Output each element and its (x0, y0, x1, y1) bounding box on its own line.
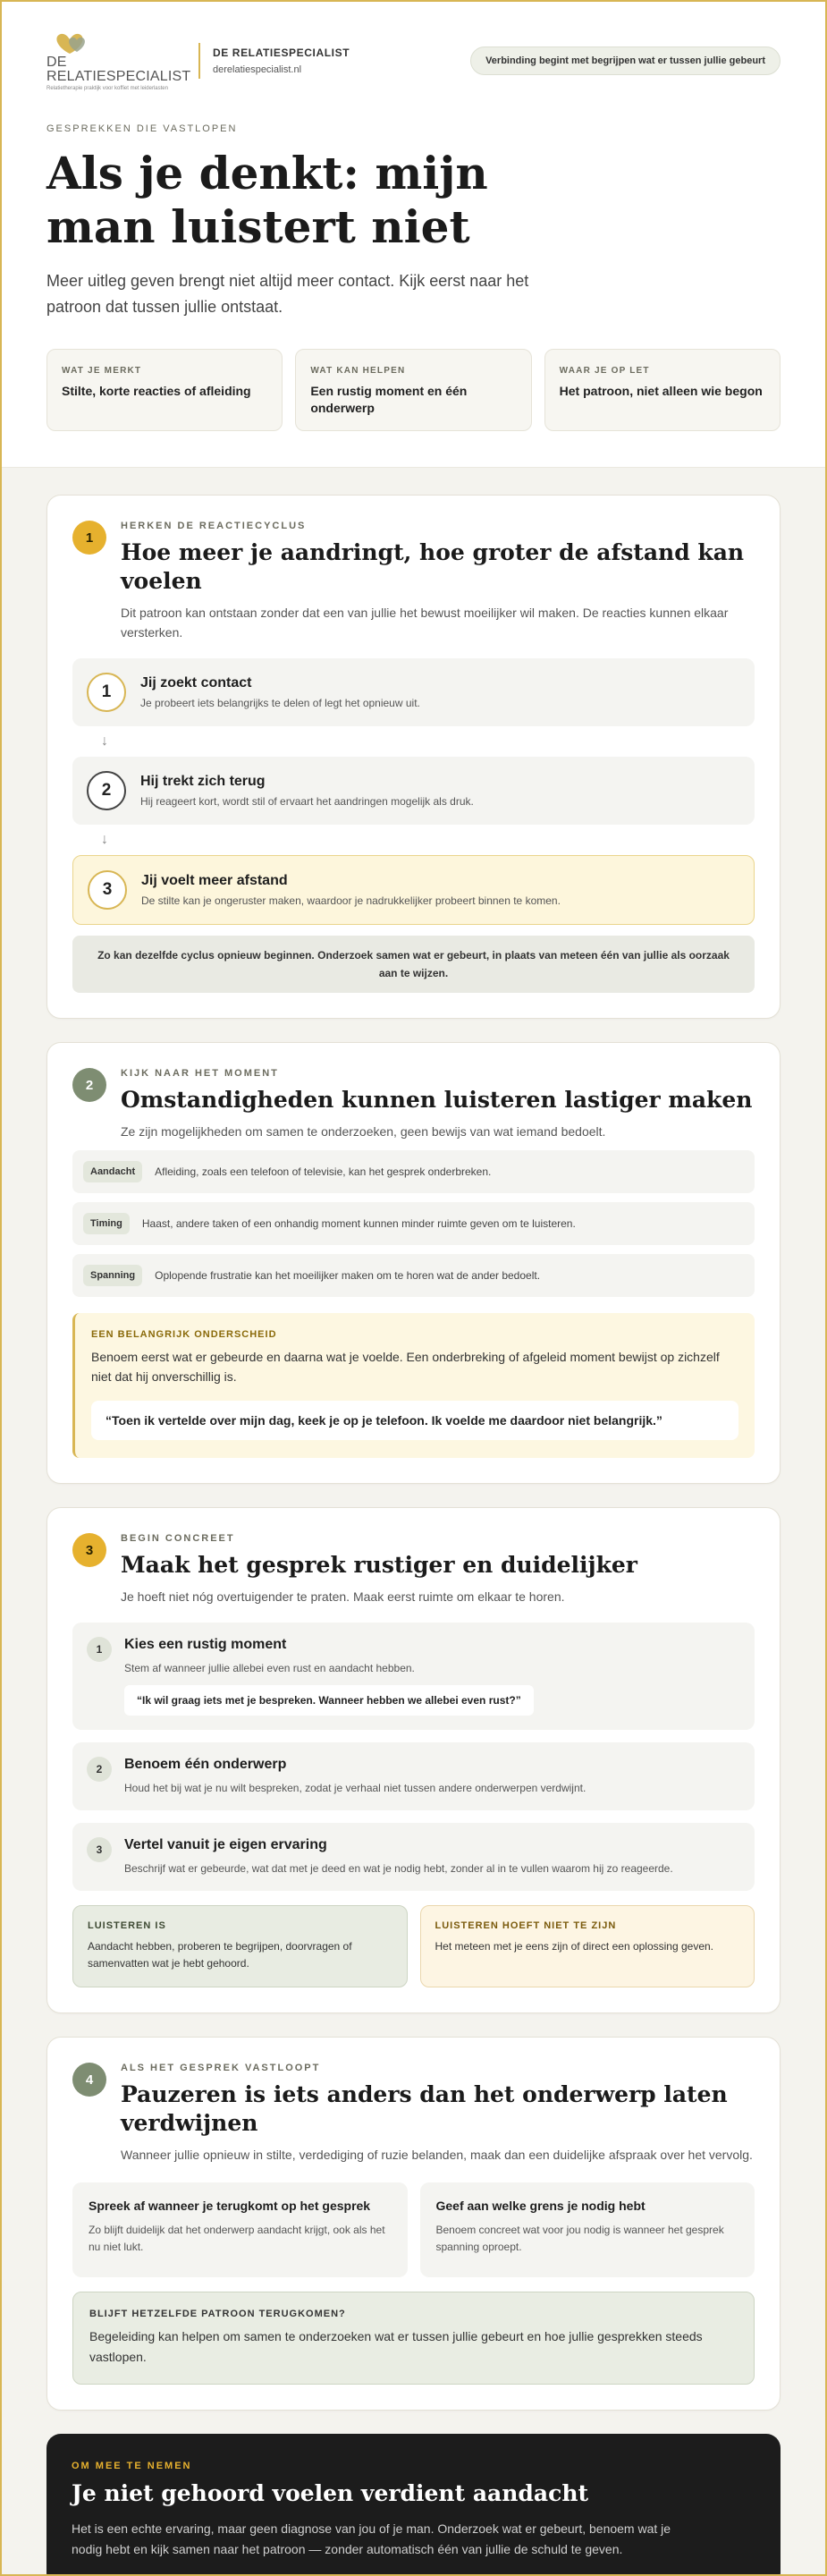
fact-label: WAAR JE OP LET (559, 366, 650, 376)
section-title: Maak het gesprek rustiger en duidelijker (121, 1552, 637, 1578)
page-title: Als je denkt: mijn man luistert niet (46, 147, 488, 253)
hero-eyebrow: GESPREKKEN DIE VASTLOPEN (46, 123, 238, 134)
listening-compare (72, 1905, 755, 1987)
section-number: 4 (72, 2063, 106, 2097)
section-kicker: ALS HET GESPREK VASTLOOPT (121, 2063, 321, 2073)
section-title: Hoe meer je aandringt, hoe groter de afstand kan voelen (121, 539, 745, 594)
takeaway-title: Je niet gehoord voelen verdient aandacht (72, 2480, 589, 2506)
step-number: 3 (88, 870, 127, 910)
section-subtitle: Wanneer jullie opnieuw in stilte, verdediging of ruzie belanden, maak dan een duidelijke afspraak over het vervolg. (121, 2148, 753, 2162)
box-label: LUISTEREN IS (88, 1920, 166, 1931)
circumstance-text: Oplopende frustratie kan het moeilijker maken om te horen wat de ander bedoelt. (155, 1269, 541, 1282)
section-title: Pauzeren is iets anders dan het onderwerp laten verdwijnen (121, 2081, 728, 2136)
tip-title: Geef aan welke grens je nodig hebt (435, 2199, 646, 2213)
step-title: Jij zoekt contact (140, 675, 252, 691)
section-number: 2 (72, 1068, 106, 1102)
tip-text: Benoem concreet wat voor jou nodig is wanneer het gesprek spanning oproept. (435, 2224, 724, 2253)
section-pause (46, 2037, 781, 2411)
pause-tips (72, 2182, 755, 2277)
brand[interactable] (46, 30, 350, 91)
concrete-step (72, 1623, 755, 1730)
circumstance-row (72, 1150, 755, 1193)
hearts-logo-icon (46, 30, 100, 57)
arrow-down-icon: ↓ (101, 832, 108, 847)
circumstance-text: Haast, andere taken of een onhandig moment kunnen minder ruimte geven om te luisteren. (141, 1217, 576, 1230)
box-label: BLIJFT HETZELFDE PATROON TERUGKOMEN? (89, 2309, 346, 2319)
hero-lead: Meer uitleg geven brengt niet altijd meer contact. Kijk eerst naar het patroon dat tussen jullie ontstaat. (46, 272, 529, 316)
section-kicker: BEGIN CONCREET (121, 1533, 235, 1544)
hero (2, 2, 825, 468)
section-kicker: KIJK NAAR HET MOMENT (121, 1068, 279, 1079)
tip-title: Spreek af wanneer je terugkomt op het gesprek (89, 2199, 371, 2213)
circumstance-row (72, 1254, 755, 1297)
example-quote: “Ik wil graag iets met je bespreken. Wanneer hebben we allebei even rust?” (124, 1685, 534, 1716)
step-title: Hij trekt zich terug (140, 774, 266, 789)
example-quote: “Toen ik vertelde over mijn dag, keek je op je telefoon. Ik voelde me daardoor niet belangrijk.” (91, 1401, 738, 1440)
takeaway-block (46, 2434, 781, 2576)
concrete-step (72, 1823, 755, 1891)
circumstance-tag: Aandacht (83, 1161, 142, 1182)
logo (46, 30, 191, 91)
box-label: LUISTEREN HOEFT NIET TE ZIJN (435, 1920, 617, 1931)
section-kicker: HERKEN DE REACTIECYCLUS (121, 521, 307, 531)
step-title: Jij voelt meer afstand (141, 873, 288, 888)
tagline-pill: Verbinding begint met begrijpen wat er tussen jullie gebeurt (470, 47, 781, 75)
box-text: Begeleiding kan helpen om samen te onderzoeken wat er tussen jullie gebeurt en hoe jullie gesprekken steeds vastlopen. (89, 2329, 703, 2364)
fact-text: Stilte, korte reacties of afleiding (62, 384, 251, 398)
step-title: Kies een rustig moment (124, 1637, 287, 1652)
fact-card (544, 349, 781, 431)
fact-card (46, 349, 283, 431)
section-title: Omstandigheden kunnen luisteren lastiger maken (121, 1087, 753, 1113)
section-concrete (46, 1507, 781, 2013)
fact-label: WAT KAN HELPEN (310, 366, 406, 376)
fact-cards (46, 349, 781, 431)
listening-is-box (72, 1905, 408, 1987)
section-subtitle: Ze zijn mogelijkheden om samen te onderzoeken, geen bewijs van wat iemand bedoelt. (121, 1124, 606, 1139)
box-text: Het meteen met je eens zijn of direct een oplossing geven. (435, 1940, 714, 1953)
box-text: Aandacht hebben, proberen te begrijpen, doorvragen of samenvatten wat je hebt gehoord. (88, 1940, 352, 1970)
section-cycle (46, 495, 781, 1019)
circumstance-tag: Spanning (83, 1265, 142, 1286)
step-text: De stilte kan je ongeruster maken, waardoor je nadrukkelijker probeert binnen te komen. (141, 894, 561, 907)
topbar (46, 34, 781, 91)
step-number: 1 (87, 1637, 112, 1662)
fact-card (295, 349, 531, 431)
step-text: Hij reageert kort, wordt stil of ervaart het aandringen mogelijk als druk. (140, 795, 474, 808)
section-subtitle: Je hoeft niet nóg overtuigender te praten. Maak eerst ruimte om elkaar te horen. (121, 1589, 565, 1604)
section-number: 3 (72, 1533, 106, 1567)
fact-text: Een rustig moment en één onderwerp (310, 384, 468, 415)
pause-tip (420, 2182, 755, 2277)
brand-divider (198, 43, 200, 79)
tip-text: Zo blijft duidelijk dat het onderwerp aandacht krijgt, ook als het nu niet lukt. (89, 2224, 385, 2253)
section-number: 1 (72, 521, 106, 555)
circumstance-text: Afleiding, zoals een telefoon of televisie, kan het gesprek onderbreken. (155, 1165, 492, 1178)
circumstance-tag: Timing (83, 1213, 130, 1234)
step-title: Benoem één onderwerp (124, 1757, 287, 1772)
step-number: 2 (87, 1757, 112, 1782)
step-number: 3 (87, 1837, 112, 1862)
step-text: Houd het bij wat je nu wilt bespreken, zodat je verhaal niet tussen andere onderwerpen verdwijnt. (124, 1782, 586, 1794)
step-text: Stem af wanneer jullie allebei even rust en aandacht hebben. (124, 1662, 415, 1674)
arrow-down-icon: ↓ (101, 733, 108, 749)
cycle-step (72, 757, 755, 825)
fact-text: Het patroon, niet alleen wie begon (559, 384, 763, 398)
callout-label: EEN BELANGRIJK ONDERSCHEID (91, 1329, 277, 1340)
cycle-step-highlighted (72, 855, 755, 925)
pause-tip (72, 2182, 408, 2277)
concrete-step (72, 1742, 755, 1810)
section-subtitle: Dit patroon kan ontstaan zonder dat een van jullie het bewust moeilijker wil maken. De reacties kunnen elkaar versterken. (121, 606, 729, 640)
fact-label: WAT JE MERKT (62, 366, 142, 376)
takeaway-label: OM MEE TE NEMEN (72, 2461, 192, 2471)
step-text: Je probeert iets belangrijks te delen of legt het opnieuw uit. (140, 697, 420, 709)
logo-subtitle: Relatietherapie praktijk voor koffiet met leiderlasten (46, 86, 168, 91)
cycle-step (72, 658, 755, 726)
step-number: 2 (87, 771, 126, 810)
brand-url[interactable]: derelatiespecialist.nl (213, 64, 302, 75)
brand-name: DE RELATIESPECIALIST (213, 47, 350, 59)
step-text: Beschrijf wat er gebeurde, wat dat met je deed en wat je nodig hebt, zonder al in te vullen waarom hij zo reageerde. (124, 1862, 673, 1875)
takeaway-text: Het is een echte ervaring, maar geen diagnose van jou of je man. Onderzoek wat er gebeurt, benoem wat je nodig hebt en kijk samen naar het patroon — zonder automatisch één van jullie de schuld te geven. (72, 2521, 671, 2556)
distinction-callout (72, 1313, 755, 1458)
pattern-box (72, 2292, 755, 2385)
cycle-note: Zo kan dezelfde cyclus opnieuw beginnen. Onderzoek samen wat er gebeurt, in plaats van meteen één van jullie als oorzaak aan te wijzen. (72, 936, 755, 993)
step-number: 1 (87, 673, 126, 712)
callout-text: Benoem eerst wat er gebeurde en daarna wat je voelde. Een onderbreking of afgeleid moment bewijst op zichzelf niet dat hij onverschillig is. (91, 1350, 720, 1384)
section-moment (46, 1042, 781, 1484)
circumstance-row (72, 1202, 755, 1245)
step-title: Vertel vanuit je eigen ervaring (124, 1837, 327, 1852)
listening-is-not-box (420, 1905, 755, 1987)
logo-wordmark: DE RELATIESPECIALIST (46, 55, 191, 84)
